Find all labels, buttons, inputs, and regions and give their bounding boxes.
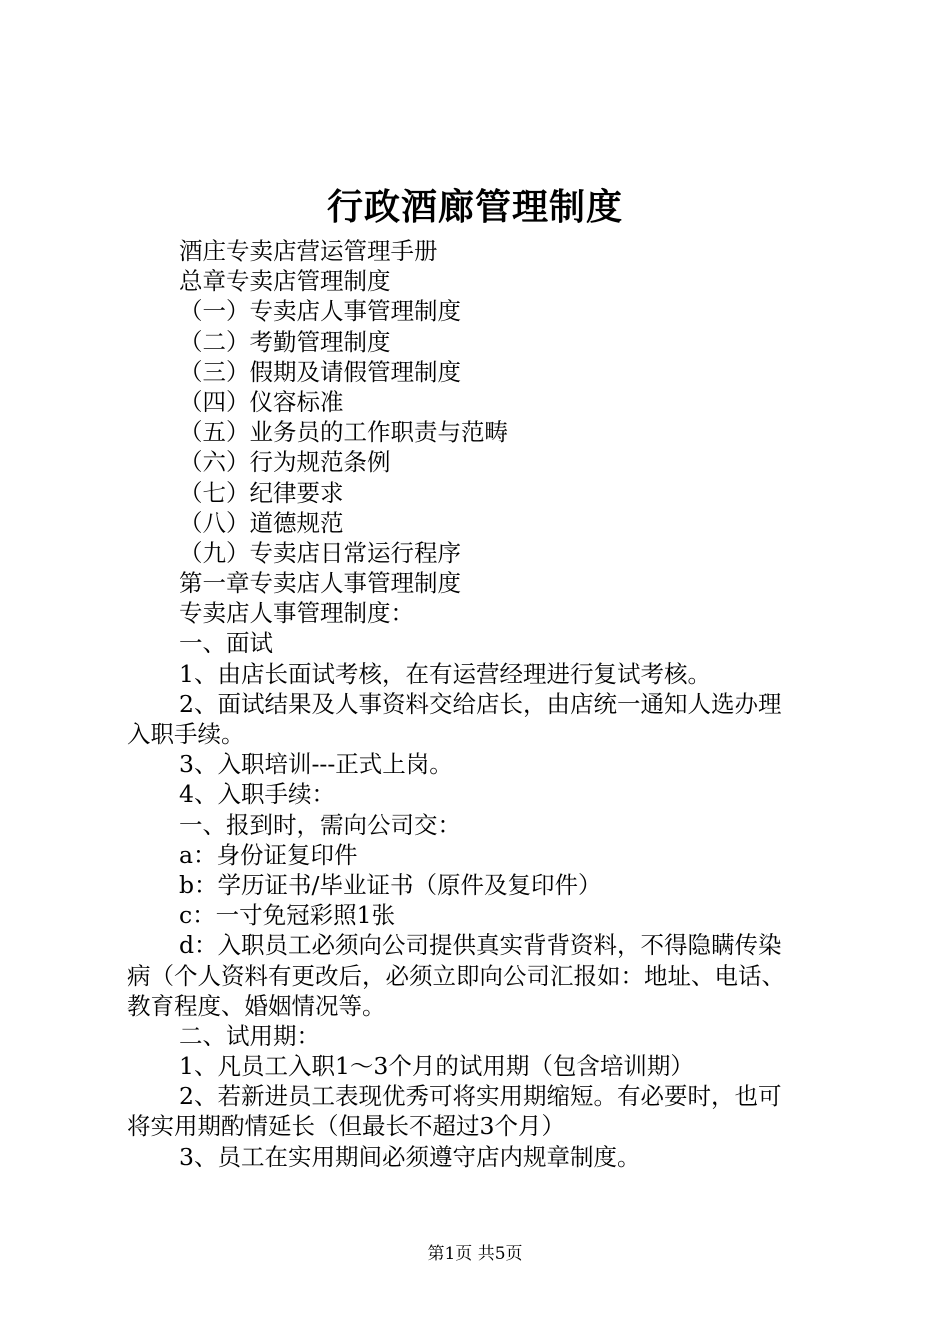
text-line: 3、入职培训---正式上岗。 [179,750,453,779]
text-line: （五）业务员的工作职责与范畴 [179,418,508,447]
text-line: （六）行为规范条例 [179,448,391,477]
text-line: 专卖店人事管理制度： [179,599,414,628]
text-line: 1、由店长面试考核，在有运营经理进行复试考核。 [179,659,711,688]
text-line: （七）纪律要求 [179,478,344,507]
text-line: 一、报到时，需向公司交： [179,810,461,839]
text-line: （四）仪容标准 [179,387,344,416]
text-line: 2、面试结果及人事资料交给店长，由店统一通知人选办理 [179,689,782,718]
text-line: 3、员工在实用期间必须遵守店内规章制度。 [179,1142,641,1171]
text-line: 将实用期酌情延长（但最长不超过3个月） [127,1112,565,1141]
text-line: d：入职员工必须向公司提供真实背背资料，不得隐瞒传染 [179,931,782,960]
page-footer: 第1页 共5页 [427,1244,523,1264]
text-line: c：一寸免冠彩照1张 [179,901,396,930]
document-title: 行政酒廊管理制度 [326,187,623,228]
text-line: 教育程度、婚姻情况等。 [127,991,386,1020]
document-body [127,236,842,1172]
text-line: 总章专卖店管理制度 [179,267,391,296]
text-line: 酒庄专卖店营运管理手册 [179,237,438,265]
text-line: 二、试用期： [179,1021,320,1050]
text-line: （二）考勤管理制度 [179,327,391,356]
text-line: 入职手续。 [127,720,245,748]
text-line: 病（个人资料有更改后，必须立即向公司汇报如：地址、电话、 [127,961,785,990]
text-line: 第一章专卖店人事管理制度 [179,569,461,598]
text-line: （八）道德规范 [179,508,344,537]
text-line: （九）专卖店日常运行程序 [179,538,461,567]
text-line: 4、入职手续： [179,780,335,809]
text-line: 一、面试 [179,629,273,658]
text-line: 1、凡员工入职1～3个月的试用期（包含培训期） [179,1052,694,1081]
text-line: 2、若新进员工表现优秀可将实用期缩短。有必要时，也可 [179,1082,782,1111]
text-line: （一）专卖店人事管理制度 [179,297,461,326]
text-line: a：身份证复印件 [179,840,358,869]
text-line: （三）假期及请假管理制度 [179,357,461,386]
text-line: b：学历证书/毕业证书（原件及复印件） [179,870,602,899]
